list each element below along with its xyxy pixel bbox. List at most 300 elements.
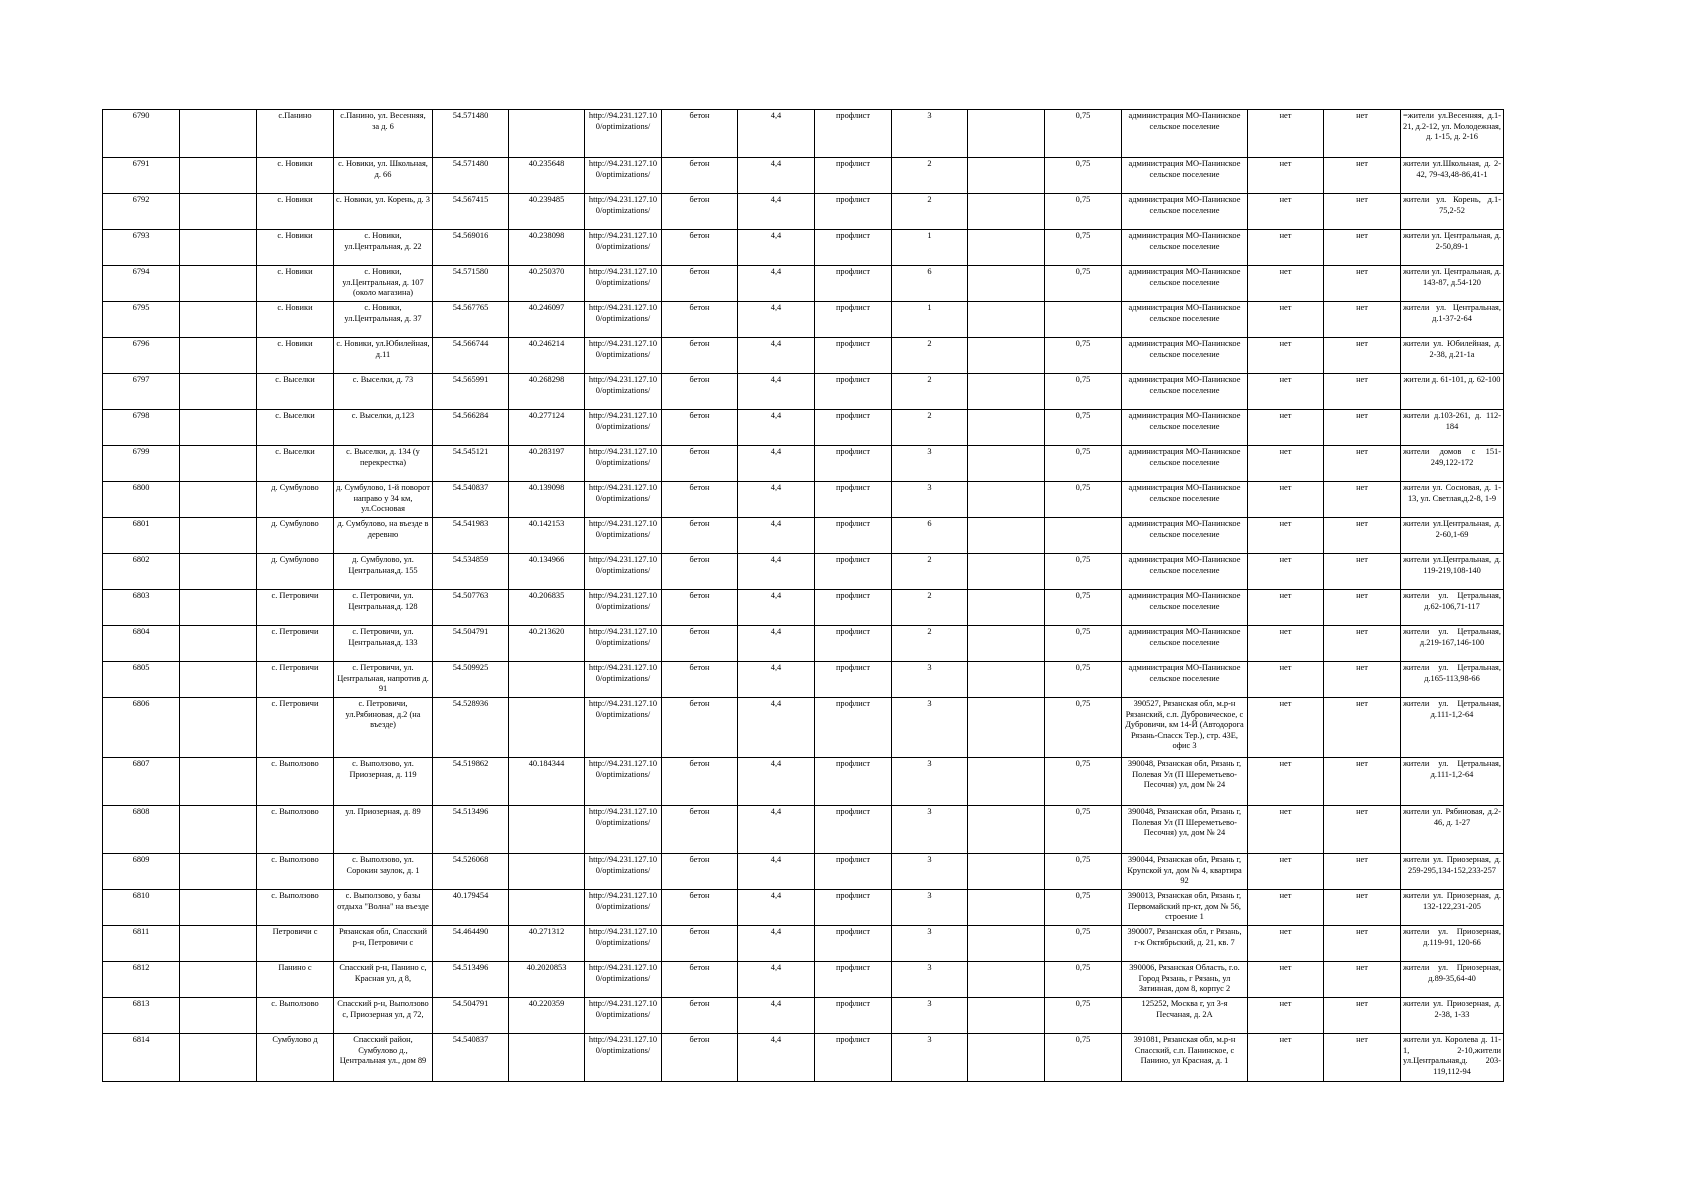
empty-cell: [180, 998, 257, 1034]
url-cell: http://94.231.127.100/optimizations/: [585, 302, 662, 338]
volume-cell: 0,75: [1045, 854, 1122, 890]
flag-cell: нет: [1248, 758, 1324, 806]
longitude-cell: 40.268298: [509, 374, 585, 410]
longitude-cell: 40.206835: [509, 590, 585, 626]
latitude-cell: 54.534859: [433, 554, 509, 590]
fence-cell: профлист: [815, 194, 892, 230]
settlement-cell: с. Петровичи: [257, 662, 334, 698]
container-count-cell: 3: [892, 998, 968, 1034]
area-cell: 4,4: [738, 662, 815, 698]
longitude-cell: [509, 806, 585, 854]
volume-cell: [1045, 302, 1122, 338]
longitude-cell: [509, 110, 585, 158]
latitude-cell: 54.540837: [433, 482, 509, 518]
volume-cell: 0,75: [1045, 590, 1122, 626]
address-cell: с. Петровичи, ул.Рябиновая, д.2 (на въезде): [334, 698, 433, 758]
fence-cell: профлист: [815, 962, 892, 998]
settlement-cell: Сумбулово д: [257, 1034, 334, 1082]
flag-cell: нет: [1324, 662, 1401, 698]
latitude-cell: 54.519862: [433, 758, 509, 806]
url-cell: http://94.231.127.100/optimizations/: [585, 158, 662, 194]
waste-sources-cell: жители д.103-261, д. 112-184: [1401, 410, 1504, 446]
volume-cell: 0,75: [1045, 194, 1122, 230]
flag-cell: нет: [1248, 626, 1324, 662]
container-count-cell: 3: [892, 926, 968, 962]
longitude-cell: 40.235648: [509, 158, 585, 194]
waste-sources-cell: жители ул. Центральная, д.1-37-2-64: [1401, 302, 1504, 338]
volume-cell: 0,75: [1045, 374, 1122, 410]
surface-cell: бетон: [662, 626, 738, 662]
owner-cell: администрация МО-Панинское сельское поселение: [1122, 554, 1248, 590]
flag-cell: нет: [1248, 554, 1324, 590]
fence-cell: профлист: [815, 662, 892, 698]
volume-cell: 0,75: [1045, 266, 1122, 302]
empty-cell: [968, 410, 1045, 446]
longitude-cell: [509, 890, 585, 926]
url-cell: http://94.231.127.100/optimizations/: [585, 758, 662, 806]
address-cell: с. Выползово, у базы отдыха "Волна" на въезде: [334, 890, 433, 926]
flag-cell: нет: [1248, 662, 1324, 698]
row-number-cell: 6794: [103, 266, 180, 302]
surface-cell: бетон: [662, 338, 738, 374]
longitude-cell: 40.139098: [509, 482, 585, 518]
settlement-cell: с. Новики: [257, 230, 334, 266]
row-number-cell: 6799: [103, 446, 180, 482]
longitude-cell: [509, 662, 585, 698]
volume-cell: 0,75: [1045, 410, 1122, 446]
flag-cell: нет: [1324, 758, 1401, 806]
waste-sources-cell: жители ул.Центральная, д. 2-60,1-69: [1401, 518, 1504, 554]
row-number-cell: 6805: [103, 662, 180, 698]
volume-cell: 0,75: [1045, 662, 1122, 698]
area-cell: 4,4: [738, 482, 815, 518]
settlement-cell: с. Выползово: [257, 854, 334, 890]
latitude-cell: 54.541983: [433, 518, 509, 554]
flag-cell: нет: [1324, 482, 1401, 518]
table-row: [103, 926, 1504, 962]
row-number-cell: 6797: [103, 374, 180, 410]
surface-cell: бетон: [662, 374, 738, 410]
empty-cell: [180, 758, 257, 806]
flag-cell: нет: [1248, 158, 1324, 194]
table-row: [103, 446, 1504, 482]
empty-cell: [180, 698, 257, 758]
area-cell: 4,4: [738, 998, 815, 1034]
area-cell: 4,4: [738, 410, 815, 446]
owner-cell: администрация МО-Панинское сельское поселение: [1122, 590, 1248, 626]
owner-cell: 125252, Москва г, ул 3-я Песчаная, д. 2А: [1122, 998, 1248, 1034]
table-row: [103, 110, 1504, 158]
row-number-cell: 6803: [103, 590, 180, 626]
address-cell: с. Петровичи, ул. Центральная,д. 133: [334, 626, 433, 662]
area-cell: 4,4: [738, 110, 815, 158]
volume-cell: 0,75: [1045, 338, 1122, 374]
longitude-cell: 40.250370: [509, 266, 585, 302]
flag-cell: нет: [1324, 230, 1401, 266]
longitude-cell: 40.134966: [509, 554, 585, 590]
owner-cell: администрация МО-Панинское сельское поселение: [1122, 482, 1248, 518]
container-count-cell: 2: [892, 410, 968, 446]
empty-cell: [968, 890, 1045, 926]
latitude-cell: 54.571480: [433, 110, 509, 158]
fence-cell: профлист: [815, 854, 892, 890]
address-cell: с. Новики, ул.Центральная, д. 22: [334, 230, 433, 266]
owner-cell: администрация МО-Панинское сельское поселение: [1122, 518, 1248, 554]
flag-cell: нет: [1324, 926, 1401, 962]
flag-cell: нет: [1248, 1034, 1324, 1082]
fence-cell: профлист: [815, 626, 892, 662]
waste-sources-cell: жители ул. Цетральная, д.62-106,71-117: [1401, 590, 1504, 626]
url-cell: http://94.231.127.100/optimizations/: [585, 554, 662, 590]
container-count-cell: 1: [892, 302, 968, 338]
empty-cell: [968, 482, 1045, 518]
url-cell: http://94.231.127.100/optimizations/: [585, 482, 662, 518]
surface-cell: бетон: [662, 482, 738, 518]
latitude-cell: 54.565991: [433, 374, 509, 410]
address-cell: с. Выселки, д.123: [334, 410, 433, 446]
longitude-cell: [509, 1034, 585, 1082]
flag-cell: нет: [1324, 806, 1401, 854]
container-count-cell: 3: [892, 806, 968, 854]
row-number-cell: 6796: [103, 338, 180, 374]
owner-cell: администрация МО-Панинское сельское поселение: [1122, 230, 1248, 266]
fence-cell: профлист: [815, 518, 892, 554]
volume-cell: 0,75: [1045, 626, 1122, 662]
owner-cell: администрация МО-Панинское сельское поселение: [1122, 662, 1248, 698]
flag-cell: нет: [1248, 962, 1324, 998]
waste-sources-cell: жители ул. Приозерная, д. 2-38, 1-33: [1401, 998, 1504, 1034]
volume-cell: 0,75: [1045, 962, 1122, 998]
waste-sources-cell: жители ул. Корень, д.1-75,2-52: [1401, 194, 1504, 230]
longitude-cell: 40.246214: [509, 338, 585, 374]
waste-sources-cell: жители ул. Цетральная, д.111-1,2-64: [1401, 698, 1504, 758]
volume-cell: 0,75: [1045, 758, 1122, 806]
flag-cell: нет: [1324, 266, 1401, 302]
latitude-cell: 54.540837: [433, 1034, 509, 1082]
area-cell: 4,4: [738, 302, 815, 338]
longitude-cell: [509, 854, 585, 890]
owner-cell: 390048, Рязанская обл, Рязань г, Полевая Ул (П Шереметьево-Песочня) ул, дом № 24: [1122, 806, 1248, 854]
address-cell: с. Петровичи, ул. Центральная,д. 128: [334, 590, 433, 626]
table-row: [103, 854, 1504, 890]
row-number-cell: 6804: [103, 626, 180, 662]
empty-cell: [180, 854, 257, 890]
flag-cell: нет: [1324, 554, 1401, 590]
surface-cell: бетон: [662, 758, 738, 806]
surface-cell: бетон: [662, 926, 738, 962]
fence-cell: профлист: [815, 482, 892, 518]
container-count-cell: 2: [892, 626, 968, 662]
registry-table: [102, 109, 1504, 1082]
flag-cell: нет: [1324, 518, 1401, 554]
volume-cell: 0,75: [1045, 1034, 1122, 1082]
address-cell: с. Петровичи, ул. Центральная, напротив д. 91: [334, 662, 433, 698]
flag-cell: нет: [1324, 626, 1401, 662]
flag-cell: нет: [1248, 926, 1324, 962]
empty-cell: [180, 194, 257, 230]
surface-cell: бетон: [662, 962, 738, 998]
fence-cell: профлист: [815, 374, 892, 410]
address-cell: Спасский р-н, Выползово с, Приозерная ул, д 72,: [334, 998, 433, 1034]
row-number-cell: 6811: [103, 926, 180, 962]
fence-cell: профлист: [815, 806, 892, 854]
volume-cell: 0,75: [1045, 482, 1122, 518]
table-row: [103, 998, 1504, 1034]
empty-cell: [968, 698, 1045, 758]
row-number-cell: 6798: [103, 410, 180, 446]
longitude-cell: 40.271312: [509, 926, 585, 962]
owner-cell: администрация МО-Панинское сельское поселение: [1122, 194, 1248, 230]
row-number-cell: 6795: [103, 302, 180, 338]
owner-cell: 390007, Рязанская обл, г Рязань, г-к Октябрьский, д. 21, кв. 7: [1122, 926, 1248, 962]
volume-cell: 0,75: [1045, 926, 1122, 962]
longitude-cell: 40.2020853: [509, 962, 585, 998]
address-cell: с.Панино, ул. Весенняя, за д. 6: [334, 110, 433, 158]
row-number-cell: 6808: [103, 806, 180, 854]
flag-cell: нет: [1324, 998, 1401, 1034]
volume-cell: 0,75: [1045, 806, 1122, 854]
waste-sources-cell: жители ул. Сосновая, д. 1-13, ул. Светлая,д.2-8, 1-9: [1401, 482, 1504, 518]
empty-cell: [968, 758, 1045, 806]
container-count-cell: 3: [892, 482, 968, 518]
area-cell: 4,4: [738, 626, 815, 662]
table-row: [103, 962, 1504, 998]
empty-cell: [180, 410, 257, 446]
waste-sources-cell: жители домов с 151-249,122-172: [1401, 446, 1504, 482]
url-cell: http://94.231.127.100/optimizations/: [585, 1034, 662, 1082]
flag-cell: нет: [1248, 998, 1324, 1034]
empty-cell: [968, 194, 1045, 230]
settlement-cell: с. Выселки: [257, 410, 334, 446]
container-count-cell: 6: [892, 266, 968, 302]
settlement-cell: с. Выселки: [257, 374, 334, 410]
flag-cell: нет: [1248, 698, 1324, 758]
latitude-cell: 54.464490: [433, 926, 509, 962]
latitude-cell: 54.513496: [433, 806, 509, 854]
area-cell: 4,4: [738, 266, 815, 302]
row-number-cell: 6806: [103, 698, 180, 758]
surface-cell: бетон: [662, 698, 738, 758]
flag-cell: нет: [1324, 590, 1401, 626]
table-row: [103, 554, 1504, 590]
flag-cell: нет: [1248, 338, 1324, 374]
owner-cell: администрация МО-Панинское сельское поселение: [1122, 110, 1248, 158]
address-cell: Спасский р-н, Панино с, Красная ул, д 8,: [334, 962, 433, 998]
flag-cell: нет: [1248, 374, 1324, 410]
owner-cell: 390006, Рязанская Область, г.о. Город Рязань, г Рязань, ул Затинная, дом 8, корпус 2: [1122, 962, 1248, 998]
settlement-cell: с. Выползово: [257, 890, 334, 926]
url-cell: http://94.231.127.100/optimizations/: [585, 590, 662, 626]
empty-cell: [180, 110, 257, 158]
row-number-cell: 6801: [103, 518, 180, 554]
address-cell: с. Выселки, д. 134 (у перекрестка): [334, 446, 433, 482]
url-cell: http://94.231.127.100/optimizations/: [585, 110, 662, 158]
owner-cell: 390013, Рязанская обл, Рязань г, Первомайский пр-кт, дом № 56, строение 1: [1122, 890, 1248, 926]
volume-cell: 0,75: [1045, 158, 1122, 194]
empty-cell: [180, 662, 257, 698]
area-cell: 4,4: [738, 554, 815, 590]
latitude-cell: 54.513496: [433, 962, 509, 998]
surface-cell: бетон: [662, 194, 738, 230]
empty-cell: [180, 626, 257, 662]
url-cell: http://94.231.127.100/optimizations/: [585, 410, 662, 446]
longitude-cell: 40.239485: [509, 194, 585, 230]
container-count-cell: 3: [892, 854, 968, 890]
empty-cell: [180, 482, 257, 518]
longitude-cell: 40.283197: [509, 446, 585, 482]
flag-cell: нет: [1248, 482, 1324, 518]
volume-cell: 0,75: [1045, 446, 1122, 482]
surface-cell: бетон: [662, 518, 738, 554]
waste-sources-cell: жители ул. Юбилейная, д. 2-38, д.21-1а: [1401, 338, 1504, 374]
waste-sources-cell: жители ул. Приозерная, д. 259-295,134-152,233-257: [1401, 854, 1504, 890]
owner-cell: администрация МО-Панинское сельское поселение: [1122, 158, 1248, 194]
surface-cell: бетон: [662, 806, 738, 854]
area-cell: 4,4: [738, 698, 815, 758]
container-count-cell: 2: [892, 194, 968, 230]
settlement-cell: Петровичи с: [257, 926, 334, 962]
latitude-cell: 54.504791: [433, 626, 509, 662]
waste-sources-cell: =жители ул.Весенняя, д.1-21, д.2-12, ул. Молодежная, д. 1-15, д. 2-16: [1401, 110, 1504, 158]
volume-cell: 0,75: [1045, 110, 1122, 158]
fence-cell: профлист: [815, 158, 892, 194]
empty-cell: [968, 110, 1045, 158]
volume-cell: 0,75: [1045, 554, 1122, 590]
empty-cell: [180, 1034, 257, 1082]
table-row: [103, 266, 1504, 302]
volume-cell: 0,75: [1045, 230, 1122, 266]
volume-cell: 0,75: [1045, 890, 1122, 926]
area-cell: 4,4: [738, 338, 815, 374]
settlement-cell: с. Новики: [257, 266, 334, 302]
table-row: [103, 230, 1504, 266]
owner-cell: администрация МО-Панинское сельское поселение: [1122, 446, 1248, 482]
waste-sources-cell: жители ул. Центральная, д. 2-50,89-1: [1401, 230, 1504, 266]
url-cell: http://94.231.127.100/optimizations/: [585, 890, 662, 926]
waste-sources-cell: жители ул. Приозерная, д.89-35,64-40: [1401, 962, 1504, 998]
longitude-cell: 40.277124: [509, 410, 585, 446]
empty-cell: [968, 554, 1045, 590]
latitude-cell: 54.526068: [433, 854, 509, 890]
row-number-cell: 6792: [103, 194, 180, 230]
address-cell: Рязанская обл, Спасский р-н, Петровичи с: [334, 926, 433, 962]
empty-cell: [968, 626, 1045, 662]
owner-cell: 390044, Рязанская обл, Рязань г, Крупской ул, дом № 4, квартира 92: [1122, 854, 1248, 890]
empty-cell: [180, 554, 257, 590]
fence-cell: профлист: [815, 338, 892, 374]
container-count-cell: 3: [892, 698, 968, 758]
container-count-cell: 3: [892, 446, 968, 482]
flag-cell: нет: [1324, 158, 1401, 194]
url-cell: http://94.231.127.100/optimizations/: [585, 374, 662, 410]
url-cell: http://94.231.127.100/optimizations/: [585, 194, 662, 230]
settlement-cell: с. Выползово: [257, 998, 334, 1034]
fence-cell: профлист: [815, 998, 892, 1034]
address-cell: с. Новики, ул. Корень, д. 3: [334, 194, 433, 230]
latitude-cell: 54.528936: [433, 698, 509, 758]
url-cell: http://94.231.127.100/optimizations/: [585, 230, 662, 266]
area-cell: 4,4: [738, 806, 815, 854]
flag-cell: нет: [1324, 1034, 1401, 1082]
longitude-cell: 40.220359: [509, 998, 585, 1034]
latitude-cell: 54.504791: [433, 998, 509, 1034]
area-cell: 4,4: [738, 374, 815, 410]
row-number-cell: 6790: [103, 110, 180, 158]
volume-cell: 0,75: [1045, 698, 1122, 758]
owner-cell: администрация МО-Панинское сельское поселение: [1122, 338, 1248, 374]
row-number-cell: 6791: [103, 158, 180, 194]
flag-cell: нет: [1324, 962, 1401, 998]
owner-cell: 391081, Рязанская обл, м.р-н Спасский, с.п. Панинское, с Панино, ул Красная, д. 1: [1122, 1034, 1248, 1082]
table-row: [103, 626, 1504, 662]
row-number-cell: 6810: [103, 890, 180, 926]
empty-cell: [968, 806, 1045, 854]
area-cell: 4,4: [738, 230, 815, 266]
latitude-cell: 54.507763: [433, 590, 509, 626]
flag-cell: нет: [1324, 374, 1401, 410]
address-cell: с. Выползово, ул. Приозерная, д. 119: [334, 758, 433, 806]
table-body: [103, 110, 1504, 1082]
row-number-cell: 6809: [103, 854, 180, 890]
flag-cell: нет: [1248, 230, 1324, 266]
address-cell: с. Новики, ул.Центральная, д. 37: [334, 302, 433, 338]
address-cell: д. Сумбулово, 1-й поворот направо у 34 км, ул.Сосновая: [334, 482, 433, 518]
settlement-cell: с. Выползово: [257, 758, 334, 806]
flag-cell: нет: [1248, 110, 1324, 158]
settlement-cell: Панино с: [257, 962, 334, 998]
flag-cell: нет: [1248, 806, 1324, 854]
flag-cell: нет: [1324, 194, 1401, 230]
waste-sources-cell: жители ул. Цетральная, д.111-1,2-64: [1401, 758, 1504, 806]
waste-sources-cell: жители ул. Приозерная, д.119-91, 120-66: [1401, 926, 1504, 962]
empty-cell: [968, 854, 1045, 890]
flag-cell: нет: [1248, 266, 1324, 302]
container-count-cell: 6: [892, 518, 968, 554]
fence-cell: профлист: [815, 890, 892, 926]
fence-cell: профлист: [815, 230, 892, 266]
fence-cell: профлист: [815, 698, 892, 758]
flag-cell: нет: [1324, 446, 1401, 482]
fence-cell: профлист: [815, 554, 892, 590]
container-count-cell: 3: [892, 890, 968, 926]
row-number-cell: 6802: [103, 554, 180, 590]
area-cell: 4,4: [738, 518, 815, 554]
empty-cell: [180, 518, 257, 554]
table-row: [103, 590, 1504, 626]
empty-cell: [968, 338, 1045, 374]
empty-cell: [180, 962, 257, 998]
surface-cell: бетон: [662, 446, 738, 482]
surface-cell: бетон: [662, 1034, 738, 1082]
surface-cell: бетон: [662, 890, 738, 926]
address-cell: д. Сумбулово, ул. Центральная,д. 155: [334, 554, 433, 590]
empty-cell: [968, 962, 1045, 998]
latitude-cell: 54.569016: [433, 230, 509, 266]
flag-cell: нет: [1248, 854, 1324, 890]
empty-cell: [968, 998, 1045, 1034]
surface-cell: бетон: [662, 662, 738, 698]
owner-cell: администрация МО-Панинское сельское поселение: [1122, 626, 1248, 662]
settlement-cell: с. Петровичи: [257, 626, 334, 662]
surface-cell: бетон: [662, 410, 738, 446]
empty-cell: [968, 230, 1045, 266]
flag-cell: нет: [1248, 410, 1324, 446]
container-count-cell: 2: [892, 554, 968, 590]
url-cell: http://94.231.127.100/optimizations/: [585, 998, 662, 1034]
empty-cell: [968, 158, 1045, 194]
settlement-cell: с. Выползово: [257, 806, 334, 854]
longitude-cell: 40.184344: [509, 758, 585, 806]
